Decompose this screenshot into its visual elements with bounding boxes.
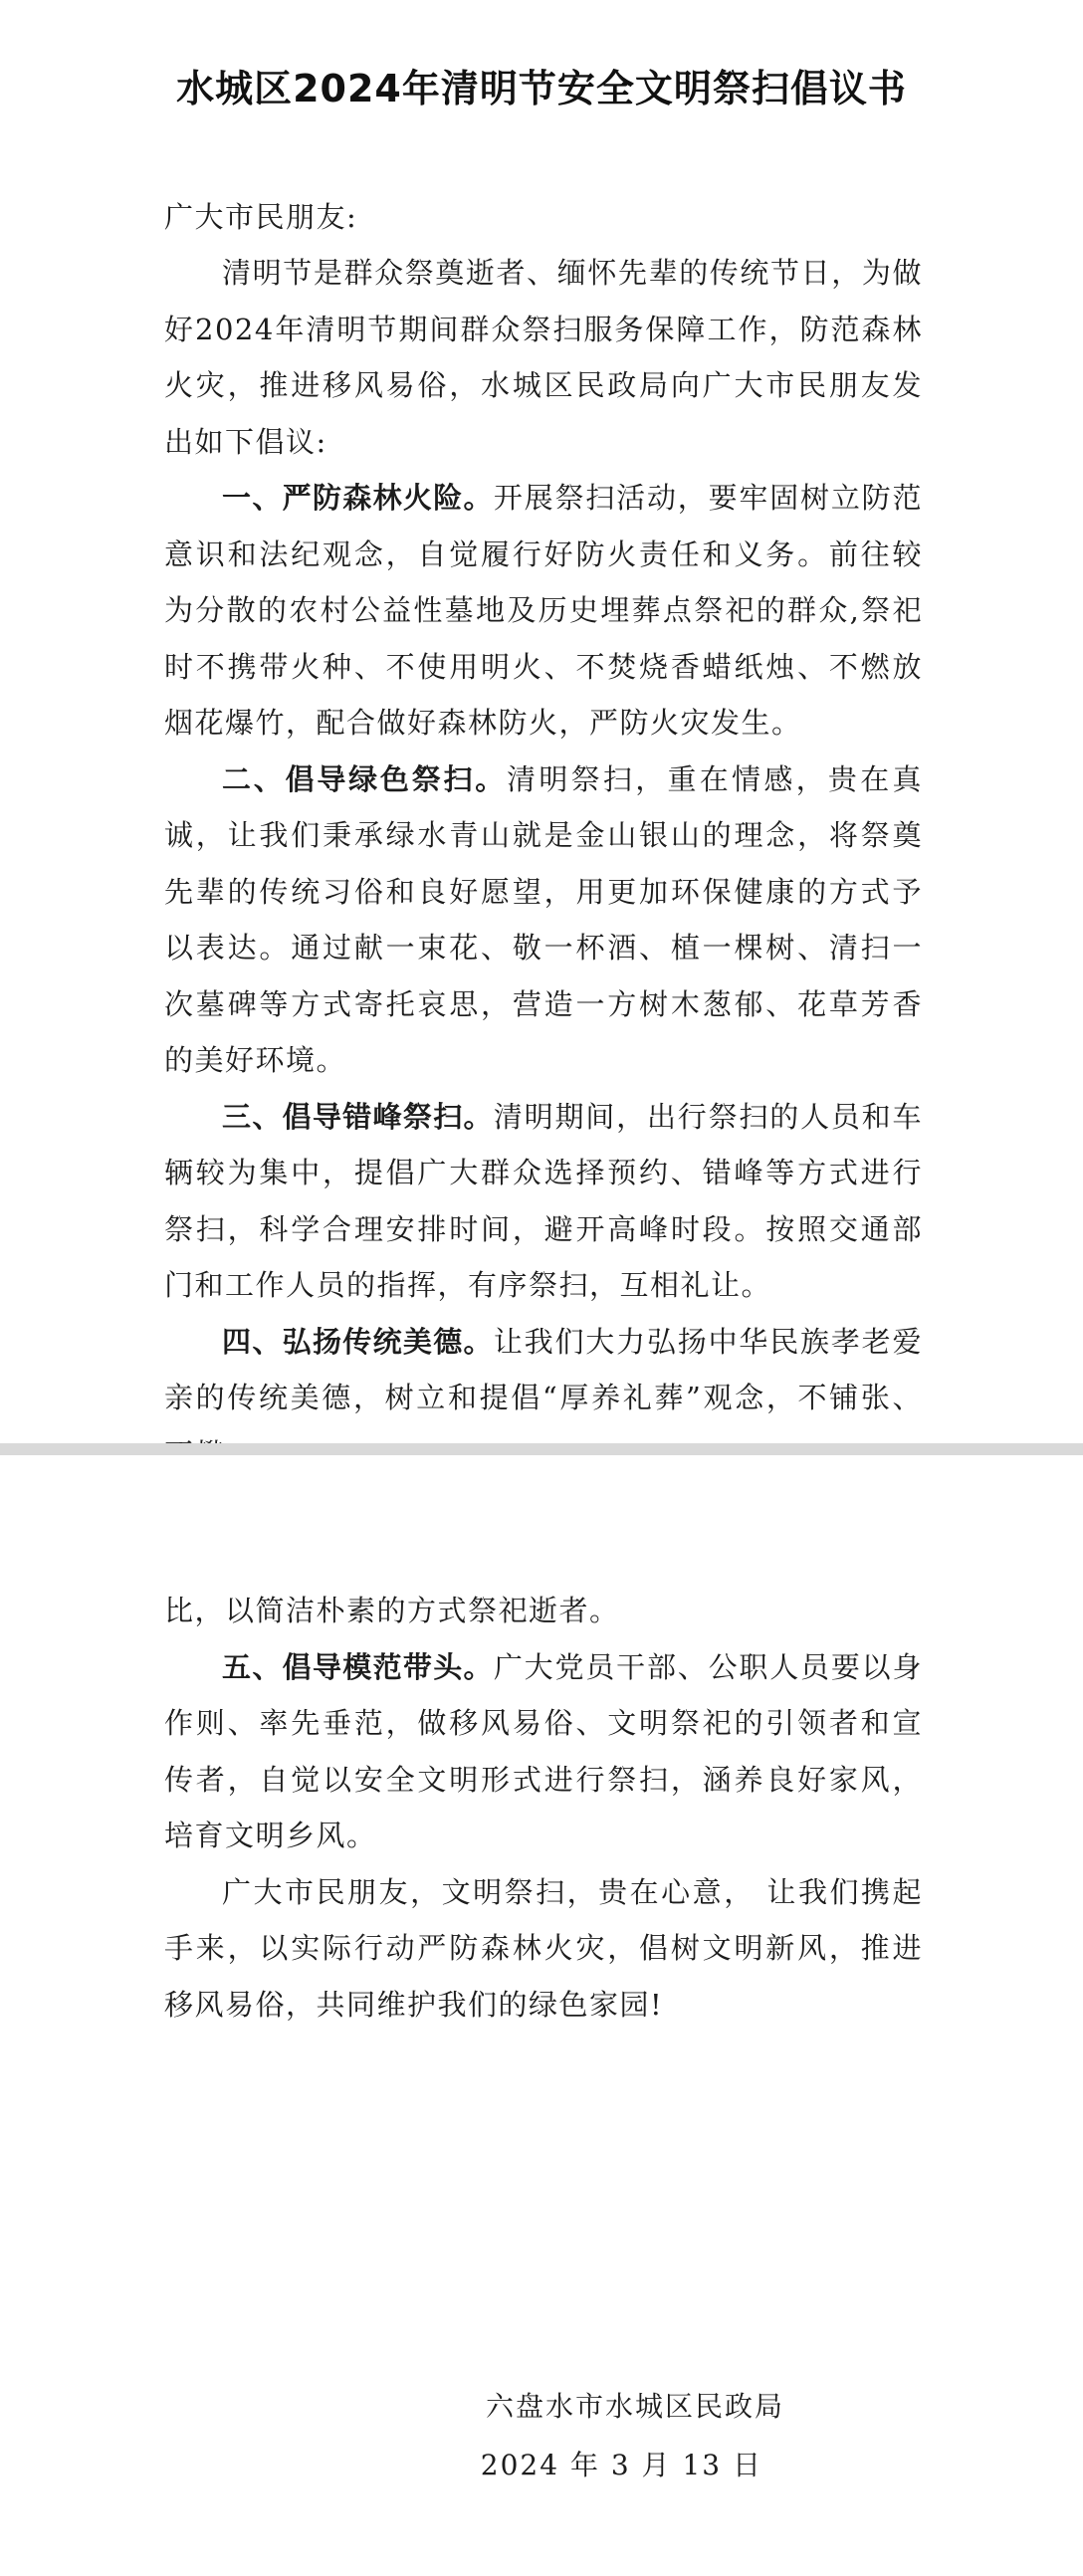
intro-paragraph: 清明节是群众祭奠逝者、缅怀先辈的传统节日，为做好2024年清明节期间群众祭扫服务保障工作，防范森林火灾，推进移风易俗，水城区民政局向广大市民朋友发出如下倡议: [164,256,923,459]
item-body-1: 开展祭扫活动，要牢固树立防范意识和法纪观念，自觉履行好防火责任和义务。前往较为分散的农村公益性墓地及历史埋葬点祭祀的群众,祭祀时不携带火种、不使用明火、不焚烧香蜡纸烛、不燃放烟花爆竹，配合做好森林防火，严防火灾发生。 [164,481,923,740]
item-body-3: 清明期间，出行祭扫的人员和车辆较为集中，提倡广大群众选择预约、错峰等方式进行祭扫，科学合理安排时间，避开高峰时段。按照交通部门和工作人员的指挥，有序祭扫，互相礼让。 [164,1099,923,1302]
signature-organization: 六盘水市水城区民政局 [485,2390,784,2423]
item-heading-5: 五、倡导模范带头。 [222,1649,494,1684]
item-paragraph-2 [164,751,923,1089]
item-heading-2: 二、倡导绿色祭扫。 [222,761,508,796]
closing-paragraph: 广大市民朋友，文明祭扫，贵在心意， 让我们携起手来，以实际行动严防森林火灾，倡树文明新风，推进移风易俗，共同维护我们的绿色家园! [164,1874,923,2022]
item-paragraph-1 [164,470,923,751]
salutation-text: 广大市民朋友: [164,200,358,234]
body-section-2 [164,1583,923,2033]
signature-date: 2024 年 3 月 13 日 [480,2449,762,2481]
item-paragraph-3 [164,1089,923,1314]
item-paragraph-5 [164,1639,923,1864]
document-title: 水城区2024年清明节安全文明祭扫倡议书 [176,67,907,110]
body-section-1 [164,245,923,1482]
item-body-5: 广大党员干部、公职人员要以身作则、率先垂范，做移风易俗、文明祭祀的引领者和宣传者，自觉以安全文明形式进行祭扫，涵养良好家风，培育文明乡风。 [164,1649,923,1852]
item-4-continuation: 比，以简洁朴素的方式祭祀逝者。 [164,1594,620,1627]
item-body-2: 清明祭扫，重在情感，贵在真诚，让我们秉承绿水青山就是金山银山的理念，将祭奠先辈的传统习俗和良好愿望，用更加环保健康的方式予以表达。通过献一束花、敬一杯酒、植一棵树、清扫一次墓碑等方式寄托哀思，营造一方树木葱郁、花草芳香的美好环境。 [164,761,923,1077]
item-heading-4: 四、弘扬传统美德。 [222,1324,494,1359]
item-body-4: 让我们大力弘扬中华民族孝老爱亲的传统美德，树立和提倡“厚养礼葬”观念，不铺张、 [164,1324,923,1414]
item-heading-1: 一、严防森林火险。 [222,481,494,515]
item-heading-3: 三、倡导错峰祭扫。 [222,1099,494,1134]
page-separator [0,1443,1083,1455]
salutation [164,189,923,246]
